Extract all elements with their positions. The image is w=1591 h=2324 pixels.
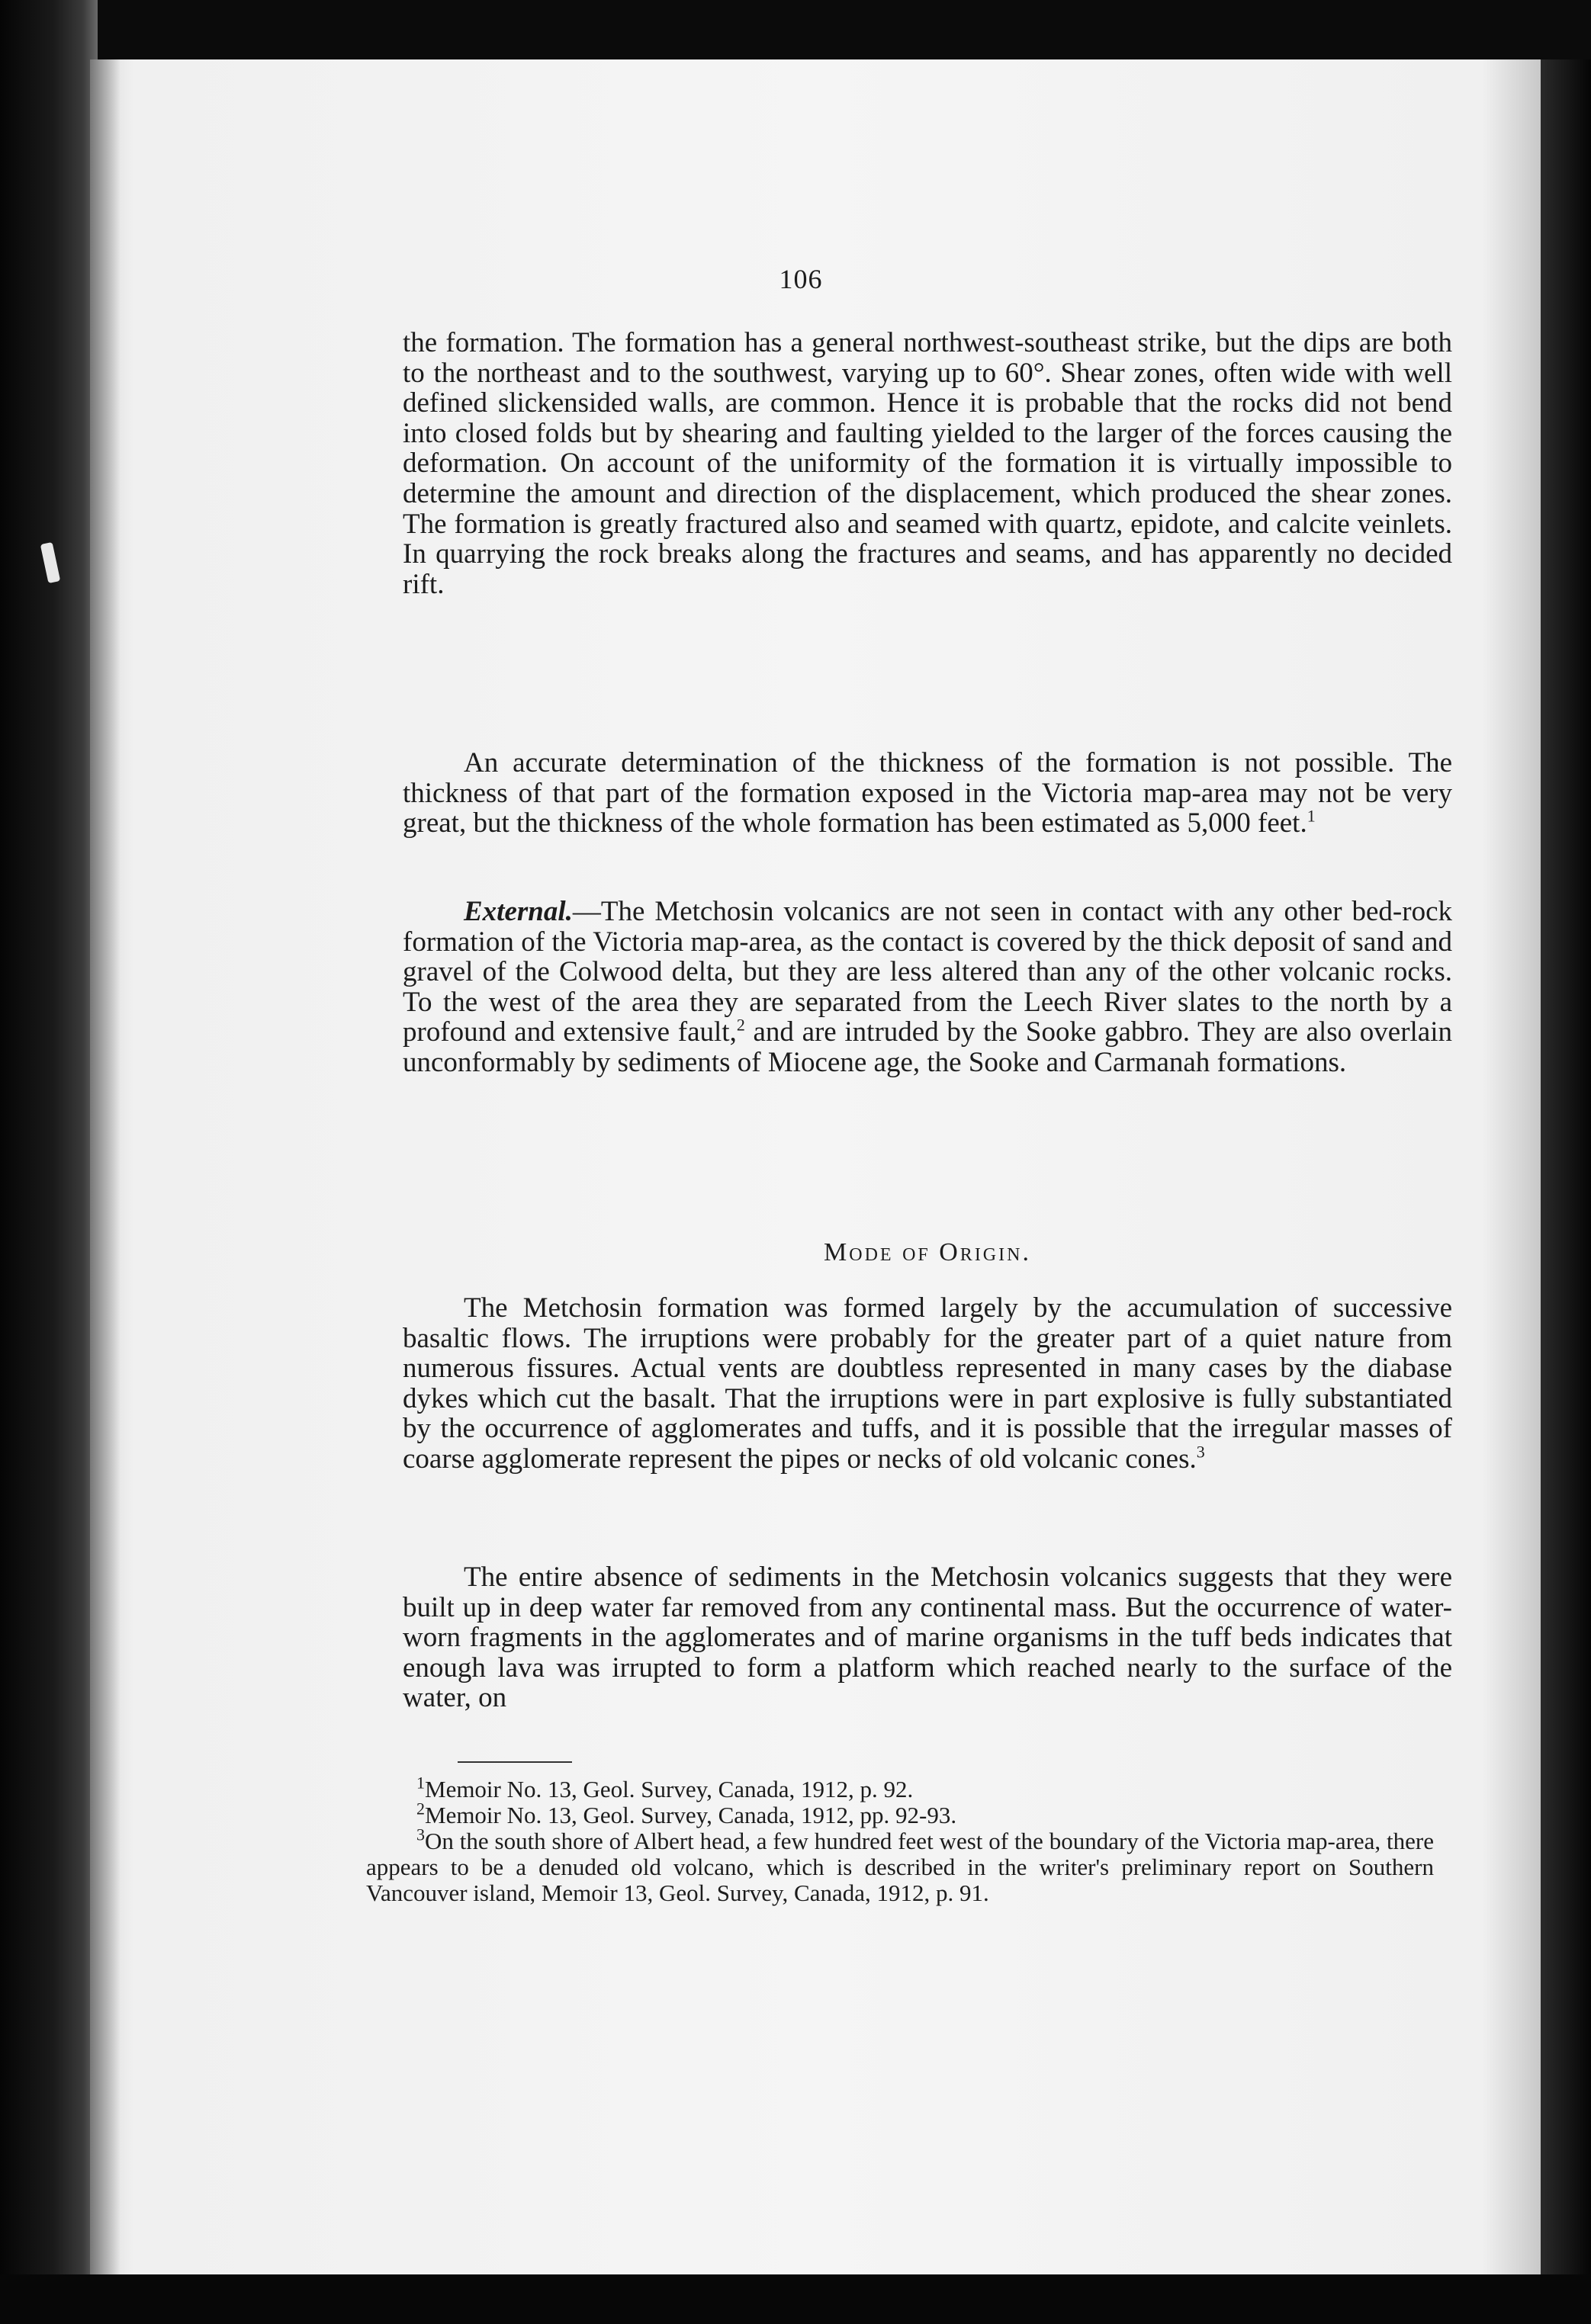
footnotes [366, 1773, 1434, 1906]
paragraph-external-text-b: and are intruded by the Sooke gabbro. They are also overlain unconformably by sediments of Miocene age, the Sooke and Carmanah formations. [403, 1016, 1453, 1078]
footnote [366, 1773, 1434, 1802]
paragraph-thickness-text: An accurate determination of the thickness of the formation is not possible. The thickness of that part of the formation exposed in the Victoria map-area may not be very great, but the thickness of the whole formation has been estimated as 5,000 feet. [403, 747, 1452, 839]
paragraph-continued [403, 328, 1452, 599]
footnote-mark: 3 [416, 1825, 425, 1844]
paragraph-external [403, 897, 1452, 1078]
footnote-ref-1: 1 [1307, 806, 1316, 826]
section-heading: Mode of Origin. [824, 1238, 1031, 1266]
paragraph-origin [403, 1293, 1452, 1475]
paragraph-external-text-a: —The Metchosin volcanics are not seen in contact with any other bed-rock formation of the Victoria map-area, as the contact is covered by the thick deposit of sand and gravel of the Colwood delta, but they are less altered than any of the other volcanic rocks. To the west of the area they are separated from the Leech River slates to the north by a profound and extensive fault, [403, 896, 1452, 1048]
paragraph-thickness [403, 748, 1452, 839]
footnote [366, 1825, 1434, 1906]
scan-bottom-edge [0, 2274, 1591, 2324]
footnote-text: Memoir No. 13, Geol. Survey, Canada, 1912, pp. 92-93. [425, 1802, 957, 1828]
footnote-rule [458, 1761, 572, 1763]
scan-left-edge [0, 0, 98, 2324]
run-in-heading-external: External. [464, 896, 573, 927]
footnote-mark: 2 [416, 1799, 425, 1818]
paragraph-sediments [403, 1562, 1452, 1713]
footnote-text: On the south shore of Albert head, a few hundred feet west of the boundary of the Victoria map-area, there appears to be a denuded old volcano, which is described in the writer's preliminary report on Southern Vancouver island, Memoir 13, Geol. Survey, Canada, 1912, p. 91. [366, 1828, 1434, 1906]
footnote [366, 1799, 1434, 1828]
paragraph-structure-text: the formation. The formation has a general northwest-southeast strike, but the dips are both to the northeast and to the southwest, varying up to 60°. Shear zones, often wide with well defined slickensided walls, are common. Hence it is probable that the rocks did not bend into closed folds but by shearing and faulting yielded to the larger of the forces causing the deformation. On account of the uniformity of the formation it is virtually impossible to determine the amount and direction of the displacement, which produced the shear zones. The formation is greatly fractured also and seamed with quartz, epidote, and calcite veinlets. In quarrying the rock breaks along the fractures and seams, and has apparently no decided rift. [403, 327, 1452, 600]
footnote-ref-3: 3 [1196, 1442, 1205, 1462]
footnote-ref-2: 2 [736, 1016, 745, 1035]
paragraph-sediments-text: The entire absence of sediments in the Metchosin volcanics suggests that they were built up in deep water far removed from any continental mass. But the occurrence of water-worn fragments in the agglomerates and of marine organisms in the tuff beds indicates that enough lava was irrupted to form a platform which reached nearly to the surface of the water, on [403, 1562, 1452, 1714]
footnote-text: Memoir No. 13, Geol. Survey, Canada, 1912, p. 92. [425, 1776, 914, 1802]
paragraph-origin-text: The Metchosin formation was formed largely by the accumulation of successive basaltic flows. The irruptions were probably for the greater part of a quiet nature from numerous fissures. Actual vents are doubtless represented in many cases by the diabase dykes which cut the basalt. That the irruptions were in part explosive is fully substantiated by the occurrence of agglomerates and tuffs, and it is possible that the irregular masses of coarse agglomerate represent the pipes or necks of old volcanic cones. [403, 1292, 1452, 1475]
page-number: 106 [779, 264, 823, 294]
footnote-mark: 1 [416, 1773, 425, 1793]
scan-right-edge [1541, 59, 1591, 2274]
gutter-shadow [90, 59, 121, 2274]
